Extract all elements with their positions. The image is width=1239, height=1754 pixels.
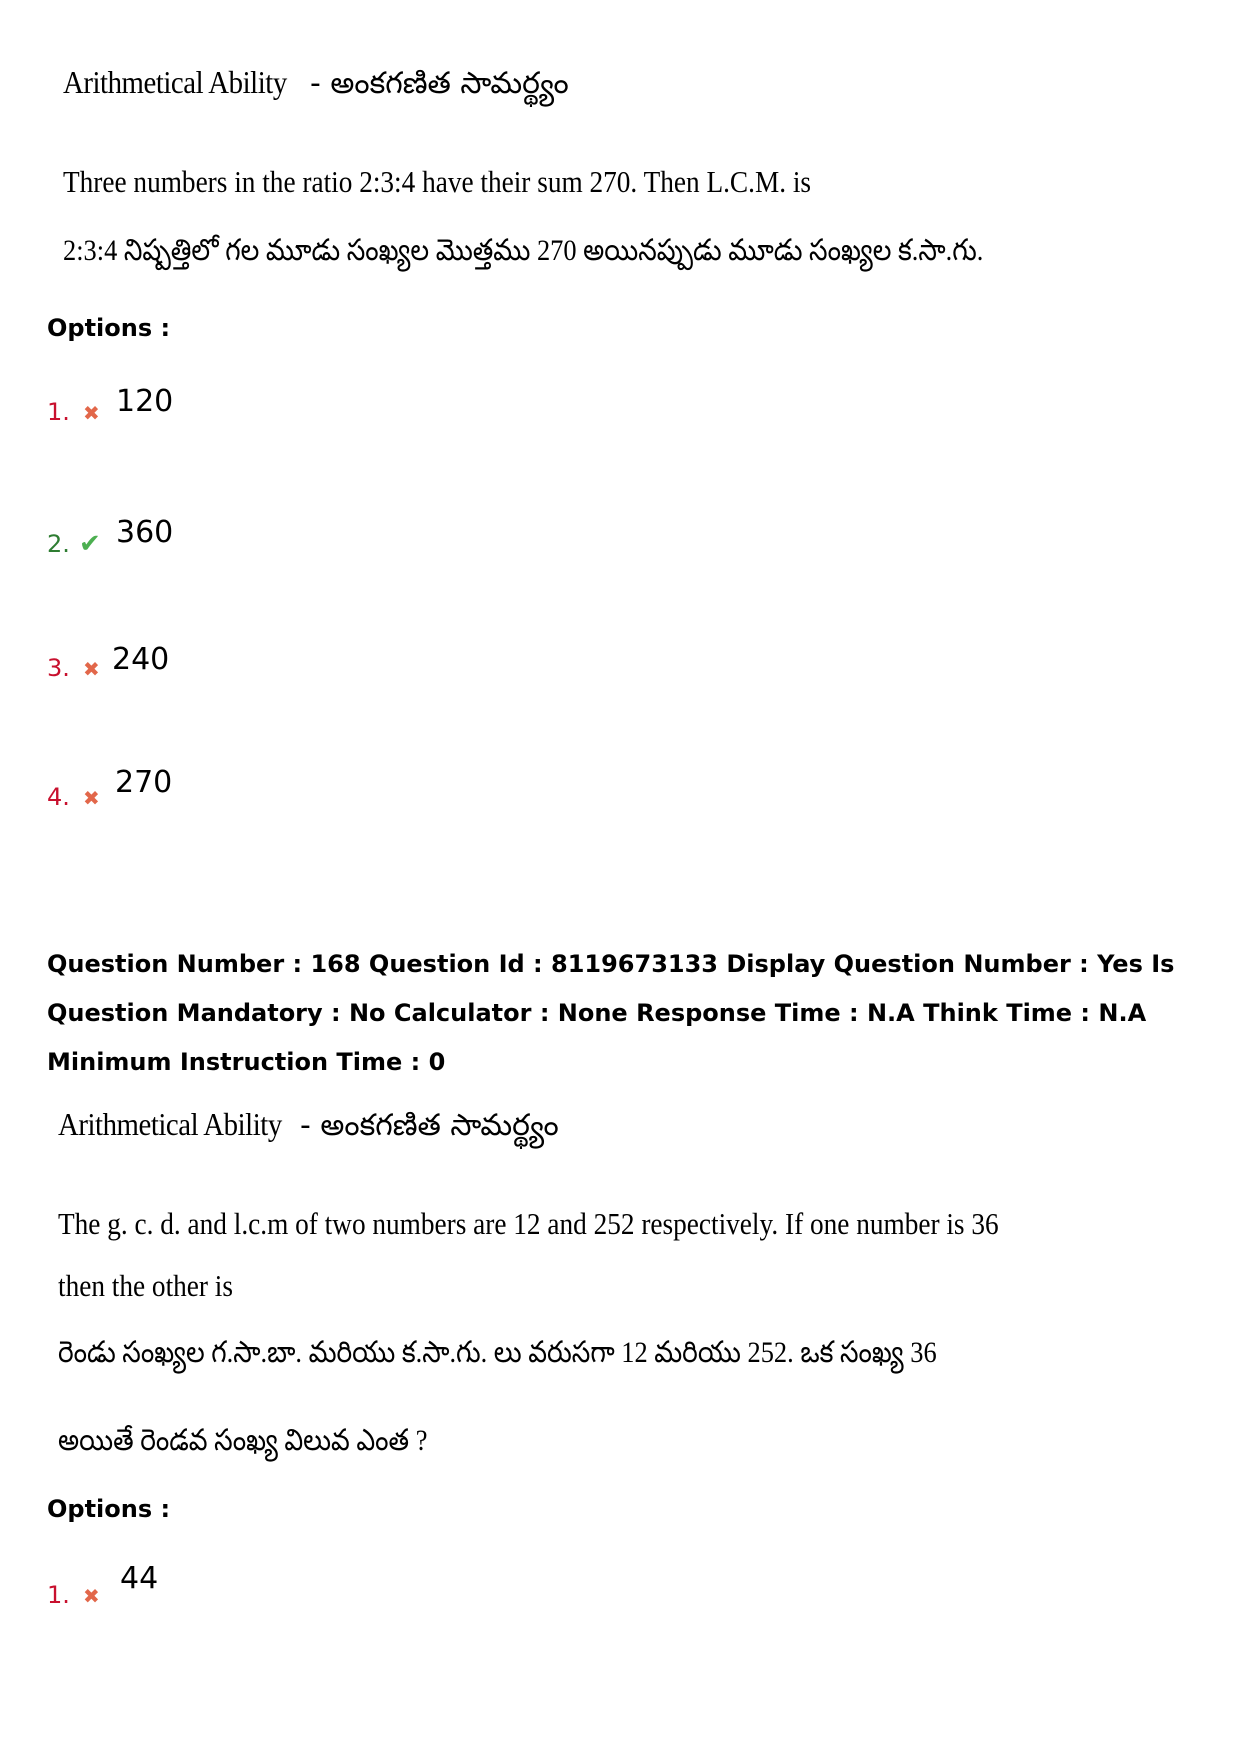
- question-text-telugu: రెండు సంఖ్యల గ.సా.బా. మరియు క.సా.గు. లు వరుసగా 12 మరియు 252. ఒక సంఖ్య 36: [58, 1336, 937, 1369]
- option-item: [47, 398, 100, 426]
- question-text-telugu: అయితే రెండవ సంఖ్య విలువ ఎంత ?: [58, 1424, 428, 1457]
- question-text-english: then the other is: [58, 1268, 234, 1303]
- option-number: 1.: [47, 398, 70, 426]
- subject-label-telugu: - అంకగణిత సామర్థ్యం: [300, 1108, 559, 1143]
- option-number: 4.: [47, 783, 70, 811]
- cross-icon: ✖: [83, 1584, 100, 1608]
- check-icon: ✔: [79, 529, 101, 559]
- question-text-english: The g. c. d. and l.c.m of two numbers are 12 and 252 respectively. If one number is 36: [58, 1206, 999, 1241]
- cross-icon: ✖: [83, 657, 100, 681]
- option-value: 240: [112, 642, 170, 677]
- options-heading: Options :: [47, 1495, 171, 1523]
- question-text-english: Three numbers in the ratio 2:3:4 have their sum 270. Then L.C.M. is: [63, 164, 812, 199]
- subject-label: Arithmetical Ability: [63, 64, 287, 100]
- subject-label: Arithmetical Ability: [58, 1106, 282, 1142]
- option-value: 44: [120, 1561, 159, 1596]
- subject-label-telugu: - అంకగణిత సామర్థ్యం: [310, 66, 569, 101]
- option-number: 1.: [47, 1581, 70, 1609]
- option-number: 2.: [47, 530, 70, 558]
- options-heading: Options :: [47, 314, 171, 342]
- option-value: 360: [116, 515, 174, 550]
- question-text-telugu: 2:3:4 నిష్పత్తిలో గల మూడు సంఖ్యల మొత్తము 270 అయినప్పుడు మూడు సంఖ్యల క.సా.గు.: [63, 234, 984, 267]
- option-number: 3.: [47, 654, 70, 682]
- option-item: [47, 1581, 100, 1609]
- cross-icon: ✖: [83, 401, 100, 425]
- question-metadata: Question Number : 168 Question Id : 8119673133 Display Question Number : Yes Is Question Mandatory : No Calculator : None Response Time : N.A Think Time : N.A Minimum Instruction Time : 0: [47, 950, 1175, 1076]
- option-value: 120: [116, 384, 174, 419]
- option-item: [47, 783, 100, 811]
- option-item: [47, 529, 101, 559]
- option-item: [47, 654, 100, 682]
- option-value: 270: [115, 765, 173, 800]
- cross-icon: ✖: [83, 786, 100, 810]
